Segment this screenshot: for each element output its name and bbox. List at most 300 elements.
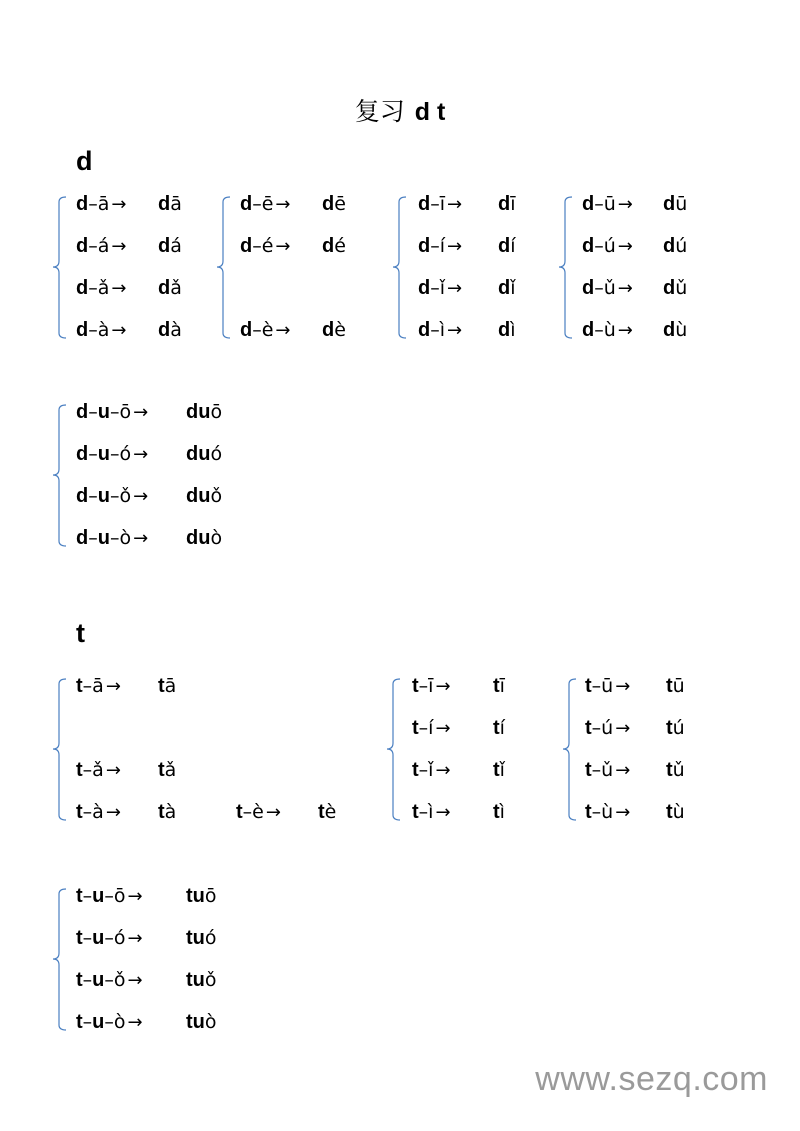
syllable-line (76, 526, 150, 551)
final-vowel: í (428, 717, 434, 739)
dash: – (88, 319, 98, 341)
syllable-result (493, 758, 505, 782)
arrow-icon: → (435, 802, 451, 823)
initial-consonant: t (412, 675, 419, 697)
result-consonant: du (186, 485, 211, 507)
final-vowel: ō (113, 885, 126, 907)
medial-vowel: u (97, 443, 110, 465)
group-brace (50, 404, 70, 548)
result-vowel: ǔ (675, 277, 688, 299)
group-brace (390, 196, 410, 340)
dash: – (418, 717, 429, 739)
medial-vowel: u (92, 927, 105, 949)
result-vowel: í (499, 717, 505, 739)
initial-consonant: t (585, 759, 592, 781)
initial-consonant: d (418, 277, 431, 299)
syllable-result (158, 674, 176, 698)
dash: – (109, 443, 120, 465)
syllable-line (412, 800, 453, 825)
result-consonant: t (318, 801, 325, 823)
initial-consonant: d (76, 485, 89, 507)
result-vowel: ǎ (170, 277, 182, 299)
result-consonant: t (666, 759, 673, 781)
title-chinese: 复习 (354, 97, 405, 126)
arrow-icon: → (615, 760, 631, 781)
final-vowel: ǐ (439, 277, 445, 299)
arrow-icon: → (617, 194, 633, 215)
dash: – (82, 675, 93, 697)
initial-consonant: d (76, 235, 89, 257)
arrow-icon: → (111, 194, 127, 215)
result-consonant: t (493, 675, 500, 697)
result-vowel: ō (204, 885, 217, 907)
result-vowel: ī (499, 675, 505, 697)
syllable-result (158, 276, 182, 300)
dash: – (418, 675, 429, 697)
dash: – (88, 277, 98, 299)
syllable-result (322, 318, 346, 342)
result-vowel: ǐ (510, 277, 516, 299)
syllable-result (186, 526, 222, 550)
syllable-line (76, 442, 150, 467)
syllable-result (666, 716, 685, 740)
final-vowel: ù (601, 801, 614, 823)
syllable-line (76, 1010, 145, 1035)
final-vowel: ò (119, 527, 132, 549)
syllable-result (498, 276, 516, 300)
dash: – (594, 277, 604, 299)
final-vowel: ǔ (603, 277, 616, 299)
syllable-result (663, 276, 687, 300)
syllable-line (240, 192, 293, 217)
arrow-icon: → (275, 320, 291, 341)
result-vowel: ò (204, 1011, 217, 1033)
final-vowel: é (261, 235, 274, 257)
syllable-result (666, 758, 685, 782)
result-vowel: ò (210, 527, 223, 549)
syllable-result (158, 234, 182, 258)
dash: – (242, 801, 253, 823)
syllable-line (76, 484, 150, 509)
final-vowel: ā (97, 193, 110, 215)
dash: – (109, 401, 120, 423)
arrow-icon: → (127, 1012, 143, 1033)
final-vowel: ǎ (97, 277, 110, 299)
final-vowel: ù (603, 319, 616, 341)
initial-consonant: d (76, 193, 89, 215)
result-consonant: tu (186, 885, 205, 907)
final-vowel: ū (601, 675, 614, 697)
result-vowel: ù (675, 319, 688, 341)
syllable-result (158, 318, 182, 342)
initial-consonant: t (76, 969, 83, 991)
result-vowel: ǔ (672, 759, 685, 781)
result-vowel: ū (672, 675, 685, 697)
initial-consonant: t (76, 801, 83, 823)
final-vowel: ǎ (92, 759, 104, 781)
result-consonant: t (666, 717, 673, 739)
result-consonant: t (158, 801, 165, 823)
dash: – (430, 319, 440, 341)
dash: – (88, 485, 98, 507)
syllable-result (186, 1010, 217, 1034)
final-vowel: ō (119, 401, 132, 423)
dash: – (104, 927, 114, 949)
page-title (0, 92, 800, 128)
initial-consonant: d (76, 401, 89, 423)
dash: – (88, 235, 98, 257)
syllable-result (498, 318, 516, 342)
result-vowel: ó (210, 443, 223, 465)
result-vowel: è (324, 801, 337, 823)
dash: – (104, 969, 114, 991)
final-vowel: è (252, 801, 264, 823)
dash: – (82, 927, 93, 949)
dash: – (430, 277, 440, 299)
arrow-icon: → (133, 528, 149, 549)
initial-consonant: d (240, 193, 253, 215)
medial-vowel: u (92, 885, 105, 907)
syllable-line (240, 234, 293, 259)
syllable-result (322, 234, 346, 258)
initial-consonant: t (412, 801, 419, 823)
result-vowel: ī (510, 193, 516, 215)
syllable-line (76, 192, 128, 217)
final-vowel: í (439, 235, 445, 257)
syllable-result (663, 192, 687, 216)
arrow-icon: → (111, 236, 127, 257)
result-vowel: ē (334, 193, 346, 215)
result-vowel: è (334, 319, 346, 341)
syllable-line (582, 192, 635, 217)
arrow-icon: → (617, 320, 633, 341)
syllable-result (318, 800, 336, 824)
result-vowel: ó (204, 927, 217, 949)
result-vowel: é (334, 235, 346, 257)
final-vowel: ē (261, 193, 274, 215)
arrow-icon: → (133, 444, 149, 465)
dash: – (430, 235, 440, 257)
syllable-line (236, 800, 283, 825)
result-consonant: tu (186, 969, 205, 991)
syllable-result (186, 400, 222, 424)
syllable-line (76, 276, 128, 301)
medial-vowel: u (92, 969, 105, 991)
syllable-line (585, 758, 632, 783)
medial-vowel: u (97, 527, 110, 549)
result-consonant: d (663, 235, 676, 257)
initial-consonant: d (418, 193, 431, 215)
result-consonant: tu (186, 927, 205, 949)
dash: – (594, 319, 604, 341)
result-consonant: d (322, 193, 335, 215)
syllable-result (493, 674, 505, 698)
result-consonant: t (158, 759, 165, 781)
result-consonant: d (322, 235, 335, 257)
final-vowel: ì (428, 801, 434, 823)
result-vowel: à (164, 801, 177, 823)
result-consonant: d (663, 319, 676, 341)
initial-consonant: t (76, 927, 83, 949)
syllable-line (585, 716, 632, 741)
result-vowel: ū (675, 193, 688, 215)
result-consonant: d (663, 277, 676, 299)
syllable-result (158, 192, 182, 216)
dash: – (252, 235, 262, 257)
arrow-icon: → (435, 760, 451, 781)
dash: – (430, 193, 440, 215)
result-consonant: du (186, 443, 211, 465)
syllable-line (582, 318, 635, 343)
syllable-line (76, 758, 123, 783)
final-vowel: ī (439, 193, 445, 215)
result-vowel: ì (510, 319, 516, 341)
syllable-result (186, 968, 217, 992)
final-vowel: à (92, 801, 104, 823)
initial-consonant: d (240, 235, 253, 257)
result-vowel: ǎ (164, 759, 177, 781)
initial-consonant: d (240, 319, 253, 341)
result-vowel: á (170, 235, 182, 257)
result-consonant: d (498, 277, 511, 299)
syllable-line (76, 318, 128, 343)
final-vowel: è (261, 319, 274, 341)
syllable-result (666, 800, 685, 824)
initial-consonant: t (236, 801, 243, 823)
final-vowel: ǐ (428, 759, 434, 781)
final-vowel: ǒ (119, 485, 132, 507)
dash: – (82, 969, 93, 991)
arrow-icon: → (435, 718, 451, 739)
dash: – (591, 801, 602, 823)
final-vowel: ǔ (601, 759, 614, 781)
syllable-line (418, 192, 464, 217)
medial-vowel: u (97, 485, 110, 507)
dash: – (104, 885, 114, 907)
syllable-result (666, 674, 685, 698)
initial-consonant: d (418, 319, 431, 341)
result-consonant: d (663, 193, 676, 215)
dash: – (82, 885, 93, 907)
arrow-icon: → (133, 486, 149, 507)
section-heading-t: t (76, 618, 85, 648)
syllable-result (322, 192, 346, 216)
result-consonant: t (493, 759, 500, 781)
syllable-result (186, 926, 217, 950)
final-vowel: ú (603, 235, 616, 257)
final-vowel: ī (428, 675, 434, 697)
result-consonant: d (158, 319, 171, 341)
initial-consonant: t (76, 759, 83, 781)
dash: – (109, 527, 120, 549)
dash: – (418, 801, 429, 823)
dash: – (82, 801, 93, 823)
dash: – (252, 193, 262, 215)
result-vowel: ō (210, 401, 223, 423)
syllable-line (412, 674, 453, 699)
result-consonant: t (493, 801, 500, 823)
result-consonant: t (493, 717, 500, 739)
result-vowel: ú (675, 235, 688, 257)
group-brace (50, 678, 70, 822)
initial-consonant: t (76, 885, 83, 907)
dash: – (88, 527, 98, 549)
result-vowel: à (170, 319, 182, 341)
result-vowel: ù (672, 801, 685, 823)
result-vowel: ǒ (210, 485, 223, 507)
arrow-icon: → (435, 676, 451, 697)
final-vowel: ì (439, 319, 445, 341)
initial-consonant: d (76, 443, 89, 465)
syllable-line (412, 716, 453, 741)
title-letters: d t (414, 98, 446, 126)
syllable-result (493, 716, 505, 740)
dash: – (88, 401, 98, 423)
dash: – (82, 1011, 93, 1033)
syllable-result (498, 192, 516, 216)
final-vowel: ū (603, 193, 616, 215)
syllable-result (186, 484, 222, 508)
arrow-icon: → (127, 886, 143, 907)
syllable-line (76, 926, 145, 951)
initial-consonant: d (582, 193, 595, 215)
initial-consonant: t (585, 801, 592, 823)
group-brace (556, 196, 576, 340)
initial-consonant: t (76, 1011, 83, 1033)
result-consonant: t (666, 675, 673, 697)
arrow-icon: → (111, 320, 127, 341)
initial-consonant: t (412, 717, 419, 739)
initial-consonant: t (585, 717, 592, 739)
arrow-icon: → (275, 194, 291, 215)
group-brace (50, 888, 70, 1032)
group-brace (384, 678, 404, 822)
syllable-line (412, 758, 453, 783)
syllable-line (585, 674, 632, 699)
result-vowel: í (510, 235, 516, 257)
syllable-result (186, 884, 217, 908)
dash: – (104, 1011, 114, 1033)
syllable-line (582, 234, 635, 259)
initial-consonant: d (582, 319, 595, 341)
arrow-icon: → (105, 676, 121, 697)
dash: – (109, 485, 120, 507)
result-consonant: tu (186, 1011, 205, 1033)
syllable-line (585, 800, 632, 825)
arrow-icon: → (105, 760, 121, 781)
syllable-line (76, 234, 128, 259)
arrow-icon: → (127, 928, 143, 949)
dash: – (252, 319, 262, 341)
initial-consonant: d (76, 277, 89, 299)
arrow-icon: → (617, 278, 633, 299)
result-consonant: du (186, 401, 211, 423)
arrow-icon: → (617, 236, 633, 257)
dash: – (418, 759, 429, 781)
arrow-icon: → (447, 194, 463, 215)
dash: – (594, 235, 604, 257)
syllable-result (158, 758, 176, 782)
final-vowel: ó (119, 443, 132, 465)
medial-vowel: u (92, 1011, 105, 1033)
syllable-line (76, 400, 150, 425)
arrow-icon: → (447, 236, 463, 257)
result-consonant: t (158, 675, 165, 697)
final-vowel: à (97, 319, 110, 341)
syllable-result (493, 800, 505, 824)
syllable-line (418, 318, 464, 343)
initial-consonant: d (582, 235, 595, 257)
syllable-result (186, 442, 222, 466)
result-consonant: d (158, 235, 171, 257)
syllable-line (76, 674, 123, 699)
syllable-result (498, 234, 516, 258)
syllable-line (582, 276, 635, 301)
syllable-line (418, 234, 464, 259)
arrow-icon: → (615, 802, 631, 823)
dash: – (591, 675, 602, 697)
result-consonant: du (186, 527, 211, 549)
result-consonant: d (498, 319, 511, 341)
group-brace (560, 678, 580, 822)
arrow-icon: → (133, 402, 149, 423)
result-vowel: ǐ (499, 759, 505, 781)
arrow-icon: → (265, 802, 281, 823)
result-vowel: ǒ (204, 969, 217, 991)
initial-consonant: t (585, 675, 592, 697)
arrow-icon: → (447, 320, 463, 341)
arrow-icon: → (447, 278, 463, 299)
syllable-result (158, 800, 176, 824)
final-vowel: ú (601, 717, 614, 739)
final-vowel: ǒ (113, 969, 126, 991)
result-vowel: ā (170, 193, 182, 215)
initial-consonant: d (418, 235, 431, 257)
medial-vowel: u (97, 401, 110, 423)
result-consonant: d (158, 277, 171, 299)
group-brace (50, 196, 70, 340)
final-vowel: á (97, 235, 110, 257)
dash: – (591, 717, 602, 739)
initial-consonant: d (582, 277, 595, 299)
initial-consonant: d (76, 527, 89, 549)
result-vowel: ā (164, 675, 177, 697)
syllable-line (240, 318, 293, 343)
final-vowel: ā (92, 675, 104, 697)
dash: – (82, 759, 93, 781)
result-vowel: ú (672, 717, 685, 739)
arrow-icon: → (105, 802, 121, 823)
result-vowel: ì (499, 801, 505, 823)
result-consonant: d (158, 193, 171, 215)
syllable-line (418, 276, 464, 301)
result-consonant: d (498, 193, 511, 215)
arrow-icon: → (615, 676, 631, 697)
dash: – (594, 193, 604, 215)
group-brace (214, 196, 234, 340)
result-consonant: d (322, 319, 335, 341)
section-heading-d: d (76, 146, 93, 176)
dash: – (591, 759, 602, 781)
syllable-line (76, 800, 123, 825)
result-consonant: d (498, 235, 511, 257)
final-vowel: ó (113, 927, 126, 949)
arrow-icon: → (127, 970, 143, 991)
syllable-line (76, 884, 145, 909)
initial-consonant: t (76, 675, 83, 697)
final-vowel: ò (113, 1011, 126, 1033)
arrow-icon: → (615, 718, 631, 739)
